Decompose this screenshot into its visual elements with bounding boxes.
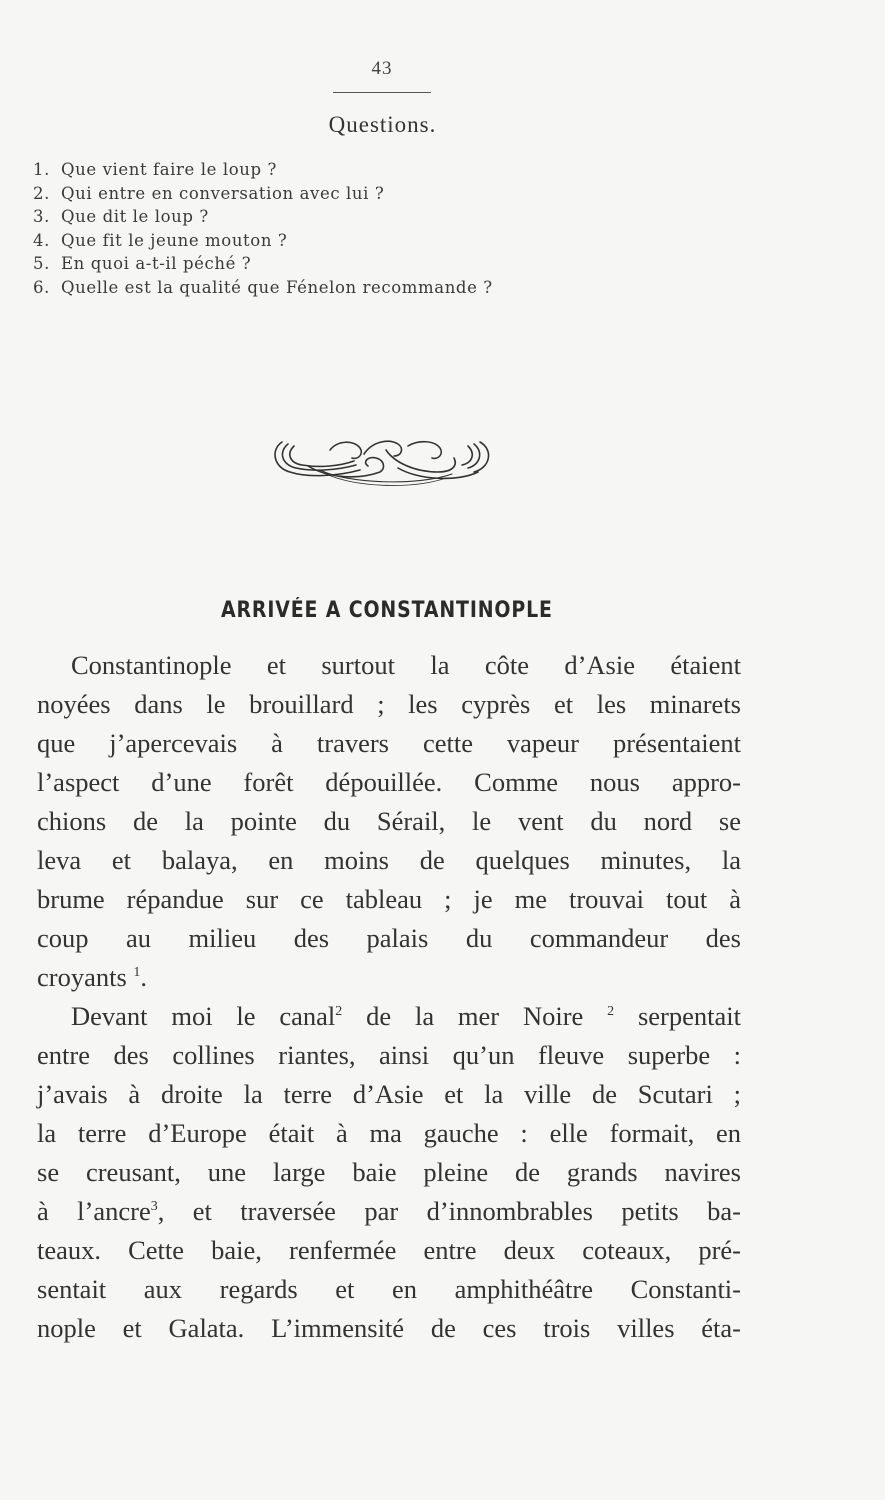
paragraph-line: nople et Galata. L’immensité de ces trois villes éta- bbox=[37, 1313, 741, 1343]
question-item bbox=[33, 276, 493, 300]
question-number: 3. bbox=[33, 207, 50, 226]
paragraph-line: se creusant, une large baie pleine de grands navires bbox=[37, 1157, 741, 1187]
footnote-marker: 2 bbox=[607, 1004, 615, 1020]
question-number: 6. bbox=[33, 277, 50, 297]
question-number: 4. bbox=[33, 230, 50, 250]
paragraph-line: leva et balaya, en moins de quelques minutes, la bbox=[37, 845, 741, 875]
question-number: 5. bbox=[33, 254, 50, 273]
paragraph-line: l’aspect d’une forêt dépouillée. Comme nous appro- bbox=[37, 767, 741, 797]
question-number: 2. bbox=[33, 183, 50, 203]
question-item bbox=[33, 182, 493, 206]
questions-list bbox=[33, 158, 493, 299]
paragraph-line: teaux. Cette baie, renfermée entre deux coteaux, pré- bbox=[37, 1235, 741, 1265]
question-text: Que dit le loup ? bbox=[61, 207, 209, 226]
footnote-marker: 3 bbox=[150, 1199, 158, 1215]
paragraph-line: j’avais à droite la terre d’Asie et la ville de Scutari ; bbox=[37, 1079, 741, 1109]
paragraph-line: coup au milieu des palais du commandeur des bbox=[37, 923, 741, 953]
page-number-rule bbox=[333, 92, 431, 93]
section-title: ARRIVÉE A CONSTANTINOPLE bbox=[220, 598, 553, 623]
question-item bbox=[33, 205, 493, 229]
question-text: Que fit le jeune mouton ? bbox=[61, 230, 288, 250]
question-text: En quoi a-t-il péché ? bbox=[61, 254, 252, 273]
question-item bbox=[33, 229, 493, 253]
paragraph-line: noyées dans le brouillard ; les cyprès et les minarets bbox=[37, 689, 741, 719]
page-number: 43 bbox=[371, 58, 393, 79]
paragraph-line: que j’apercevais à travers cette vapeur présentaient bbox=[37, 728, 741, 758]
paragraph-line: sentait aux regards et en amphithéâtre Constanti- bbox=[37, 1274, 741, 1304]
paragraph-line: Devant moi le canal$^2$ de la mer Noire $^2$ serpentait bbox=[71, 1001, 741, 1031]
question-number: 1. bbox=[33, 160, 50, 179]
question-item bbox=[33, 158, 493, 182]
paragraph-line: à l’ancre$^3$, et traversée par d’innombrables petits ba- bbox=[37, 1196, 741, 1226]
paragraph-last-line: croyants $^1$. bbox=[37, 962, 148, 992]
question-item bbox=[33, 252, 493, 276]
paragraph-line: la terre d’Europe était à ma gauche : elle formait, en bbox=[37, 1118, 741, 1148]
footnote-marker: 1 bbox=[133, 965, 141, 981]
paragraph-line: brume répandue sur ce tableau ; je me trouvai tout à bbox=[37, 884, 741, 914]
questions-title: Questions. bbox=[328, 112, 437, 137]
body-text bbox=[37, 646, 741, 1348]
question-text: Qui entre en conversation avec lui ? bbox=[61, 183, 385, 203]
paragraph-line: Constantinople et surtout la côte d’Asie étaient bbox=[71, 650, 741, 680]
question-text: Que vient faire le loup ? bbox=[61, 160, 277, 179]
scroll-ornament-icon bbox=[268, 432, 500, 494]
footnote-marker: 2 bbox=[335, 1004, 343, 1020]
paragraph-line: chions de la pointe du Sérail, le vent du nord se bbox=[37, 806, 741, 836]
paragraph-line: entre des collines riantes, ainsi qu’un fleuve superbe : bbox=[37, 1040, 741, 1070]
question-text: Quelle est la qualité que Fénelon recommande ? bbox=[61, 277, 493, 297]
